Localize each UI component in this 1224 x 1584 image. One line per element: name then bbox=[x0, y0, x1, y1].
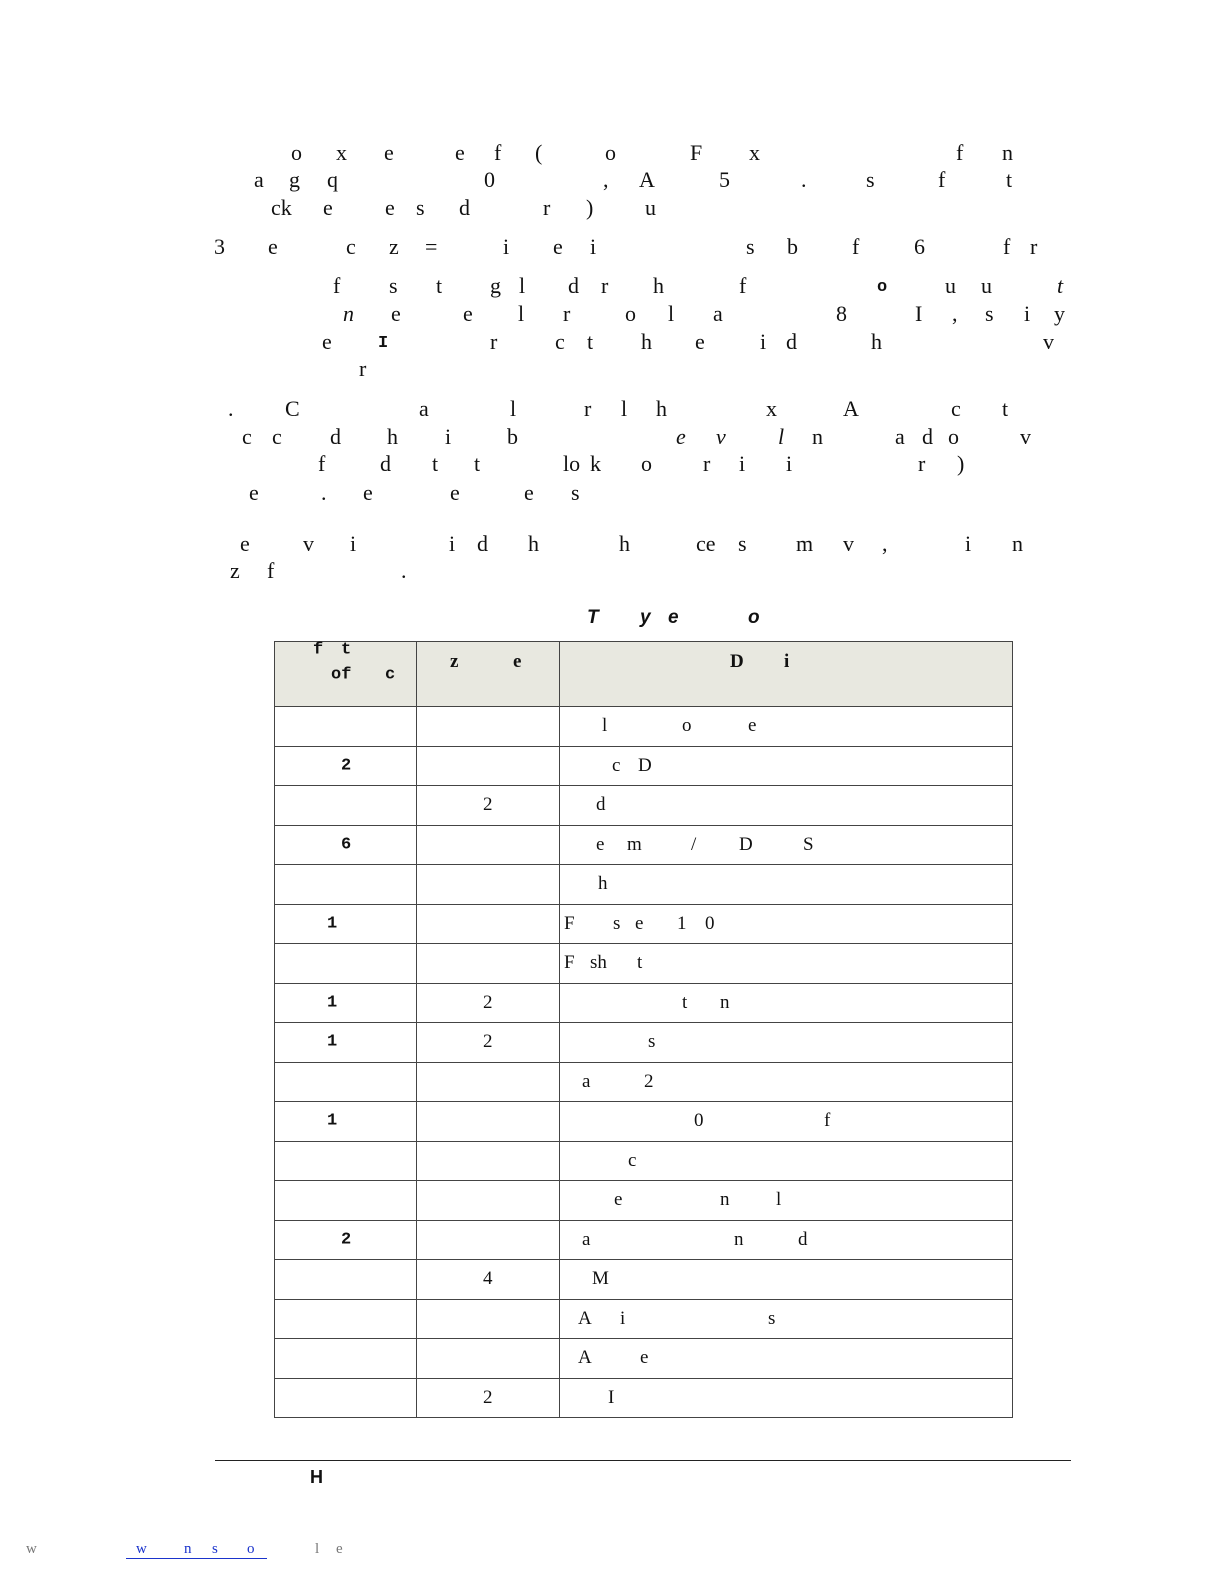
table-cell bbox=[275, 904, 417, 944]
glyph: l bbox=[518, 301, 525, 326]
cell-glyph: e bbox=[640, 1347, 649, 1369]
glyph: k bbox=[590, 451, 601, 476]
table-row bbox=[275, 1220, 1013, 1260]
glyph: r bbox=[359, 356, 367, 381]
glyph: t bbox=[587, 329, 594, 354]
table-row bbox=[275, 786, 1013, 826]
cell-glyph: A bbox=[578, 1347, 592, 1369]
cell-glyph: s bbox=[768, 1307, 776, 1329]
table-cell bbox=[275, 865, 417, 905]
glyph: t bbox=[436, 273, 443, 298]
cell-glyph: m bbox=[627, 833, 642, 855]
glyph: x bbox=[749, 140, 760, 165]
glyph: ce bbox=[696, 531, 716, 556]
cell-glyph: t bbox=[637, 952, 643, 974]
glyph: C bbox=[285, 396, 300, 421]
glyph: lo bbox=[563, 451, 581, 476]
glyph: u bbox=[645, 195, 656, 220]
cell-glyph: 2 bbox=[341, 756, 352, 776]
glyph: n bbox=[812, 424, 823, 449]
table-cell bbox=[275, 1181, 417, 1221]
glyph: i bbox=[965, 531, 972, 556]
glyph: o bbox=[877, 278, 888, 297]
table-cell bbox=[560, 983, 1013, 1023]
glyph: e bbox=[695, 329, 705, 354]
glyph: o bbox=[291, 140, 302, 165]
cell-glyph: s bbox=[648, 1031, 656, 1053]
glyph: i bbox=[449, 531, 456, 556]
glyph: . bbox=[321, 480, 327, 505]
header-glyph: f bbox=[313, 640, 324, 660]
table-cell bbox=[417, 786, 560, 826]
table-cell bbox=[560, 1062, 1013, 1102]
cell-glyph: c bbox=[628, 1149, 637, 1171]
glyph: e bbox=[463, 301, 473, 326]
cell-glyph: t bbox=[682, 991, 688, 1013]
caption-glyph: y bbox=[640, 607, 651, 628]
glyph: o bbox=[605, 140, 616, 165]
glyph: e bbox=[385, 195, 395, 220]
glyph: s bbox=[738, 531, 747, 556]
cell-glyph: 1 bbox=[327, 1032, 338, 1052]
glyph: r bbox=[918, 451, 926, 476]
glyph: f bbox=[852, 234, 860, 259]
glyph: h bbox=[528, 531, 539, 556]
glyph: f bbox=[739, 273, 747, 298]
cell-glyph: e bbox=[635, 912, 644, 934]
glyph: z bbox=[389, 234, 399, 259]
glyph: q bbox=[327, 167, 338, 192]
table-cell bbox=[417, 825, 560, 865]
glyph: r bbox=[563, 301, 571, 326]
glyph: 0 bbox=[484, 167, 495, 192]
footer-letter: H bbox=[310, 1467, 323, 1487]
table-cell bbox=[417, 1378, 560, 1418]
glyph: m bbox=[796, 531, 814, 556]
cell-glyph: o bbox=[682, 715, 692, 737]
table-cell bbox=[417, 1260, 560, 1300]
table-cell bbox=[275, 1378, 417, 1418]
cell-glyph: 1 bbox=[327, 1111, 338, 1131]
glyph: d bbox=[477, 531, 488, 556]
glyph: l bbox=[621, 396, 628, 421]
glyph: e bbox=[268, 234, 278, 259]
glyph: h bbox=[656, 396, 667, 421]
cell-glyph: n bbox=[720, 991, 730, 1013]
cell-glyph: 0 bbox=[705, 912, 715, 934]
table-cell bbox=[275, 1141, 417, 1181]
glyph: e bbox=[553, 234, 563, 259]
glyph: s bbox=[985, 301, 994, 326]
cell-glyph: F bbox=[564, 912, 575, 934]
glyph: A bbox=[843, 396, 859, 421]
glyph: t bbox=[474, 451, 481, 476]
glyph: v bbox=[843, 531, 854, 556]
table-row bbox=[275, 1141, 1013, 1181]
glyph: a bbox=[419, 396, 429, 421]
cell-glyph: e bbox=[614, 1189, 623, 1211]
header-cell-3 bbox=[560, 642, 1013, 707]
glyph: 8 bbox=[836, 301, 847, 326]
table-cell bbox=[275, 1062, 417, 1102]
glyph: i bbox=[445, 424, 452, 449]
table-cell bbox=[560, 825, 1013, 865]
cell-glyph: n bbox=[720, 1189, 730, 1211]
table-cell bbox=[275, 1260, 417, 1300]
glyph: c bbox=[555, 329, 565, 354]
table-cell bbox=[417, 707, 560, 747]
cell-glyph: A bbox=[578, 1307, 592, 1329]
cell-glyph: 1 bbox=[327, 914, 338, 934]
glyph: c bbox=[346, 234, 356, 259]
glyph: , bbox=[603, 167, 609, 192]
table-cell bbox=[560, 1378, 1013, 1418]
header-glyph: D bbox=[730, 651, 744, 672]
glyph: i bbox=[350, 531, 357, 556]
cell-glyph: i bbox=[620, 1307, 626, 1329]
glyph: ) bbox=[957, 451, 965, 476]
glyph: h bbox=[653, 273, 664, 298]
footer-glyph: e bbox=[336, 1541, 343, 1557]
table-row bbox=[275, 1181, 1013, 1221]
glyph: ( bbox=[535, 140, 543, 165]
cell-glyph: d bbox=[596, 794, 606, 816]
caption-glyph: T bbox=[587, 607, 599, 628]
glyph: . bbox=[401, 558, 407, 583]
footer-link-glyph[interactable]: w bbox=[136, 1541, 147, 1557]
cell-glyph: s bbox=[613, 912, 621, 934]
glyph: , bbox=[952, 301, 958, 326]
glyph: s bbox=[746, 234, 755, 259]
table-cell bbox=[417, 1023, 560, 1063]
glyph: e bbox=[391, 301, 401, 326]
table-cell bbox=[275, 825, 417, 865]
glyph: e bbox=[455, 140, 465, 165]
glyph: d bbox=[380, 451, 391, 476]
glyph: r bbox=[584, 396, 592, 421]
footer-link-underline bbox=[126, 1558, 267, 1559]
cell-glyph: D bbox=[638, 754, 652, 776]
table-cell bbox=[560, 1299, 1013, 1339]
cell-glyph: d bbox=[798, 1228, 808, 1250]
cell-glyph: 2 bbox=[483, 991, 493, 1013]
table-cell bbox=[275, 707, 417, 747]
table-cell bbox=[417, 1102, 560, 1142]
header-glyph: z bbox=[450, 651, 459, 672]
footer-link-glyph[interactable]: s bbox=[212, 1541, 218, 1557]
glyph: r bbox=[543, 195, 551, 220]
glyph: d bbox=[568, 273, 579, 298]
glyph: e bbox=[676, 424, 686, 449]
cell-glyph: 1 bbox=[327, 993, 338, 1013]
glyph: e bbox=[524, 480, 534, 505]
glyph: i bbox=[786, 451, 793, 476]
table-cell bbox=[275, 983, 417, 1023]
glyph: 5 bbox=[719, 167, 730, 192]
glyph: a bbox=[895, 424, 905, 449]
glyph: i bbox=[590, 234, 597, 259]
glyph: f bbox=[956, 140, 964, 165]
cell-glyph: n bbox=[734, 1228, 744, 1250]
glyph: l bbox=[778, 424, 785, 449]
table-cell bbox=[560, 707, 1013, 747]
glyph: l bbox=[668, 301, 675, 326]
cell-glyph: 1 bbox=[677, 912, 687, 934]
header-glyph: of bbox=[331, 665, 352, 685]
table-cell bbox=[417, 1141, 560, 1181]
table-cell bbox=[417, 1339, 560, 1379]
table-cell bbox=[417, 1299, 560, 1339]
glyph: v bbox=[1020, 424, 1031, 449]
glyph: d bbox=[459, 195, 470, 220]
glyph: I bbox=[378, 334, 389, 353]
cell-glyph: F bbox=[564, 952, 575, 974]
glyph: h bbox=[871, 329, 882, 354]
cell-glyph: l bbox=[602, 715, 608, 737]
glyph: . bbox=[228, 396, 234, 421]
glyph: s bbox=[866, 167, 875, 192]
table-cell bbox=[417, 865, 560, 905]
footer-link-glyph[interactable]: o bbox=[247, 1541, 255, 1557]
table-cell bbox=[417, 983, 560, 1023]
header-glyph: i bbox=[784, 651, 790, 672]
glyph: i bbox=[760, 329, 767, 354]
table-row bbox=[275, 865, 1013, 905]
cell-glyph: e bbox=[596, 833, 605, 855]
footer-bottom-line bbox=[0, 1541, 1224, 1563]
glyph: h bbox=[387, 424, 398, 449]
glyph: t bbox=[432, 451, 439, 476]
glyph: e bbox=[240, 531, 250, 556]
table-cell bbox=[417, 1062, 560, 1102]
table-cell bbox=[560, 944, 1013, 984]
table-cell bbox=[560, 1260, 1013, 1300]
glyph: F bbox=[690, 140, 703, 165]
data-table bbox=[274, 641, 1013, 1418]
glyph: g bbox=[289, 167, 300, 192]
table-row bbox=[275, 1102, 1013, 1142]
glyph: A bbox=[639, 167, 655, 192]
table-row bbox=[275, 904, 1013, 944]
table-cell bbox=[275, 1220, 417, 1260]
table-cell bbox=[417, 1181, 560, 1221]
cell-glyph: S bbox=[803, 833, 814, 855]
glyph: b bbox=[507, 424, 518, 449]
glyph: s bbox=[571, 480, 580, 505]
table-cell bbox=[417, 904, 560, 944]
table-cell bbox=[560, 1102, 1013, 1142]
footer-rule bbox=[215, 1460, 1071, 1461]
glyph: s bbox=[389, 273, 398, 298]
table-cell bbox=[560, 746, 1013, 786]
cell-glyph: / bbox=[691, 833, 697, 855]
table-cell bbox=[560, 1023, 1013, 1063]
table-cell bbox=[560, 1141, 1013, 1181]
glyph: r bbox=[490, 329, 498, 354]
table-row bbox=[275, 983, 1013, 1023]
glyph: r bbox=[601, 273, 609, 298]
footer-link-glyph[interactable]: n bbox=[184, 1541, 192, 1557]
glyph: . bbox=[801, 167, 807, 192]
cell-glyph: l bbox=[776, 1189, 782, 1211]
glyph: v bbox=[303, 531, 314, 556]
table-cell bbox=[560, 865, 1013, 905]
table-cell bbox=[275, 786, 417, 826]
glyph: c bbox=[242, 424, 252, 449]
glyph: b bbox=[787, 234, 798, 259]
glyph: v bbox=[716, 424, 726, 449]
cell-glyph: sh bbox=[590, 952, 607, 974]
glyph: d bbox=[330, 424, 341, 449]
caption-glyph: e bbox=[668, 607, 679, 628]
cell-glyph: 4 bbox=[483, 1268, 493, 1290]
glyph: f bbox=[318, 451, 326, 476]
cell-glyph: e bbox=[748, 715, 757, 737]
header-glyph: c bbox=[385, 665, 396, 685]
footer-glyph: w bbox=[26, 1541, 37, 1557]
table-cell bbox=[275, 746, 417, 786]
cell-glyph: 2 bbox=[644, 1070, 654, 1092]
table-row bbox=[275, 1378, 1013, 1418]
table-cell bbox=[560, 904, 1013, 944]
glyph: c bbox=[951, 396, 961, 421]
table-row bbox=[275, 746, 1013, 786]
footer-glyph: l bbox=[315, 1541, 320, 1557]
header-glyph: t bbox=[341, 640, 352, 660]
glyph: f bbox=[1003, 234, 1011, 259]
glyph: t bbox=[1006, 167, 1013, 192]
table-header-row bbox=[275, 642, 1013, 707]
glyph: t bbox=[1002, 396, 1009, 421]
cell-glyph: 6 bbox=[341, 835, 352, 855]
glyph: 6 bbox=[914, 234, 925, 259]
glyph: y bbox=[1054, 301, 1065, 326]
header-glyph: e bbox=[513, 651, 522, 672]
glyph: r bbox=[1030, 234, 1038, 259]
glyph: a bbox=[713, 301, 723, 326]
glyph: s bbox=[416, 195, 425, 220]
glyph: o bbox=[948, 424, 959, 449]
glyph: ) bbox=[586, 195, 594, 220]
glyph: d bbox=[786, 329, 797, 354]
cell-glyph: 2 bbox=[483, 794, 493, 816]
glyph: e bbox=[450, 480, 460, 505]
glyph: n bbox=[343, 301, 354, 326]
table-cell bbox=[560, 786, 1013, 826]
table-caption bbox=[585, 605, 785, 631]
glyph: n bbox=[1012, 531, 1023, 556]
glyph: e bbox=[323, 195, 333, 220]
glyph: ck bbox=[271, 195, 292, 220]
table-row bbox=[275, 944, 1013, 984]
cell-glyph: h bbox=[598, 873, 608, 895]
glyph: l bbox=[510, 396, 517, 421]
glyph: h bbox=[619, 531, 630, 556]
table-row bbox=[275, 1062, 1013, 1102]
glyph: z bbox=[230, 558, 240, 583]
cell-glyph: 2 bbox=[341, 1230, 352, 1250]
table-cell bbox=[275, 944, 417, 984]
cell-glyph: f bbox=[824, 1110, 831, 1132]
table-cell bbox=[560, 1181, 1013, 1221]
table-row bbox=[275, 825, 1013, 865]
table-cell bbox=[560, 1220, 1013, 1260]
cell-glyph: 2 bbox=[483, 1031, 493, 1053]
cell-glyph: a bbox=[582, 1070, 591, 1092]
table-cell bbox=[560, 1339, 1013, 1379]
table-row bbox=[275, 1339, 1013, 1379]
glyph: i bbox=[739, 451, 746, 476]
cell-glyph: 2 bbox=[483, 1386, 493, 1408]
table-cell bbox=[417, 944, 560, 984]
glyph: h bbox=[641, 329, 652, 354]
glyph: = bbox=[425, 234, 438, 259]
table-row bbox=[275, 1023, 1013, 1063]
glyph: e bbox=[363, 480, 373, 505]
glyph: i bbox=[1024, 301, 1031, 326]
table-row bbox=[275, 1260, 1013, 1300]
glyph: c bbox=[272, 424, 282, 449]
table-cell bbox=[275, 1299, 417, 1339]
glyph: I bbox=[915, 301, 923, 326]
table-cell bbox=[275, 1102, 417, 1142]
table-cell bbox=[275, 1023, 417, 1063]
glyph: x bbox=[336, 140, 347, 165]
glyph: n bbox=[1002, 140, 1013, 165]
table-row bbox=[275, 707, 1013, 747]
glyph: v bbox=[1043, 329, 1054, 354]
glyph: u bbox=[945, 273, 956, 298]
glyph: f bbox=[267, 558, 275, 583]
glyph: x bbox=[766, 396, 777, 421]
glyph: i bbox=[503, 234, 510, 259]
glyph: , bbox=[882, 531, 888, 556]
table-cell bbox=[417, 1220, 560, 1260]
caption-glyph: o bbox=[748, 607, 760, 628]
header-cell-2 bbox=[417, 642, 560, 707]
cell-glyph: I bbox=[608, 1386, 615, 1408]
glyph: f bbox=[333, 273, 341, 298]
table-row bbox=[275, 1299, 1013, 1339]
glyph: e bbox=[249, 480, 259, 505]
glyph: f bbox=[938, 167, 946, 192]
glyph: e bbox=[384, 140, 394, 165]
table-cell bbox=[417, 746, 560, 786]
glyph: r bbox=[703, 451, 711, 476]
glyph: f bbox=[494, 140, 502, 165]
glyph: d bbox=[922, 424, 933, 449]
cell-glyph: a bbox=[582, 1228, 591, 1250]
glyph: u bbox=[981, 273, 992, 298]
glyph: a bbox=[254, 167, 264, 192]
glyph: o bbox=[625, 301, 636, 326]
cell-glyph: D bbox=[739, 833, 753, 855]
header-cell-1 bbox=[275, 642, 417, 707]
cell-glyph: 0 bbox=[694, 1110, 704, 1132]
glyph: g bbox=[490, 273, 501, 298]
table-cell bbox=[275, 1339, 417, 1379]
glyph: l bbox=[519, 273, 526, 298]
cell-glyph: M bbox=[592, 1268, 609, 1290]
glyph: o bbox=[641, 451, 652, 476]
glyph: t bbox=[1057, 273, 1064, 298]
glyph: 3 bbox=[214, 234, 225, 259]
glyph: e bbox=[322, 329, 332, 354]
cell-glyph: c bbox=[612, 754, 621, 776]
